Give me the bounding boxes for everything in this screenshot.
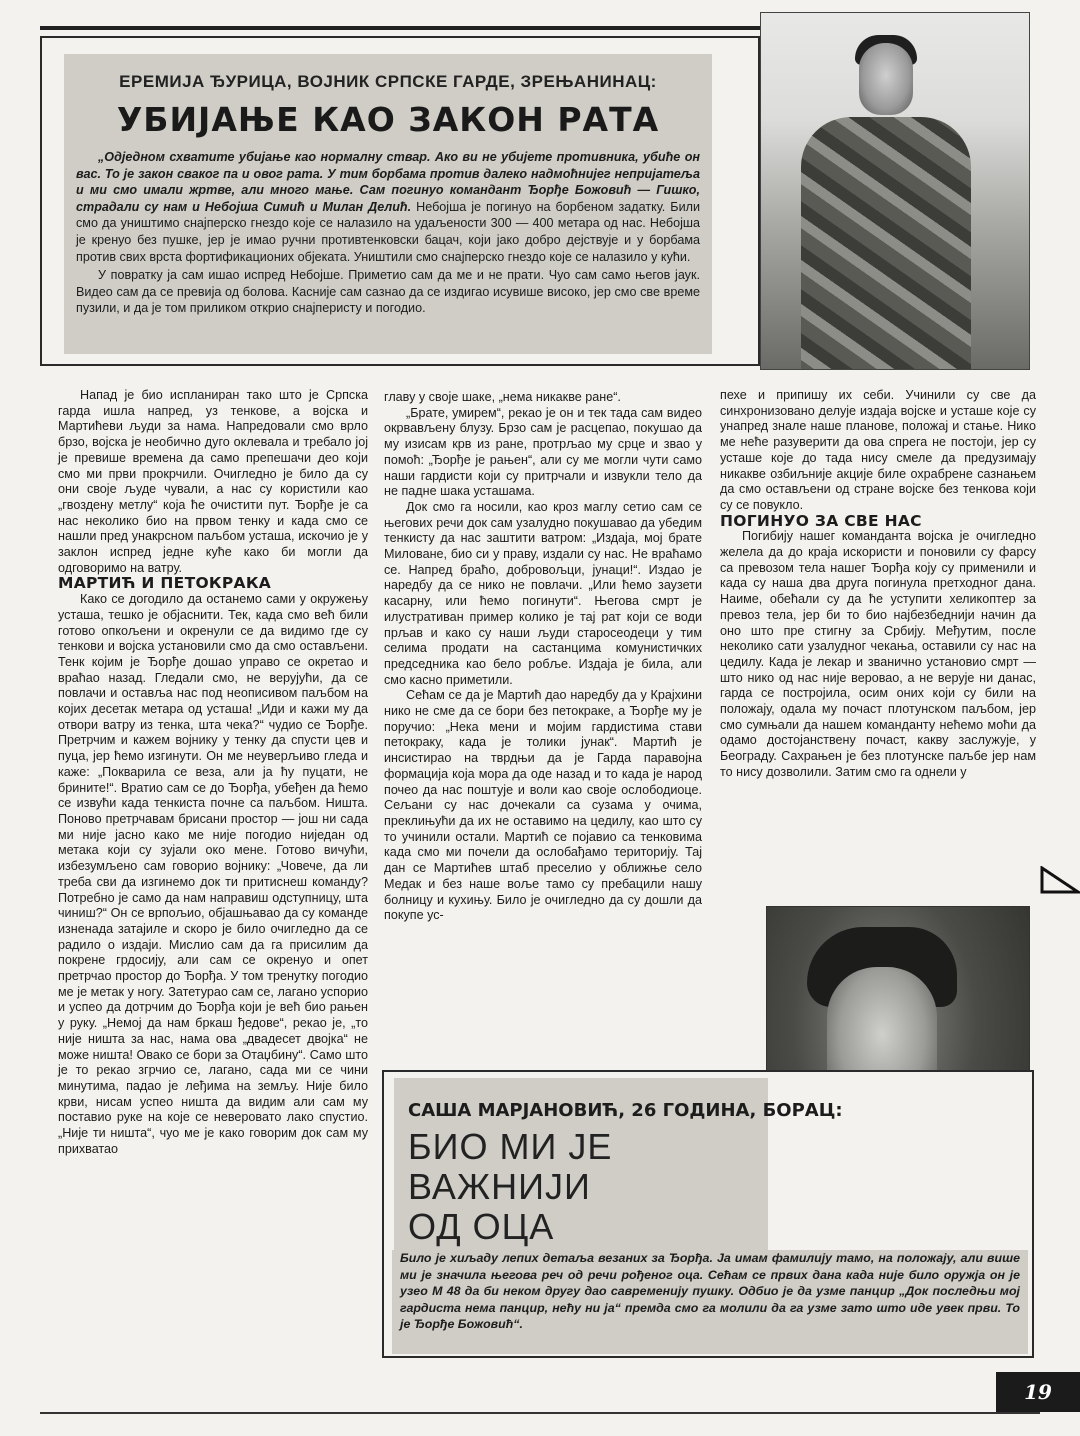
page-number: 19: [996, 1372, 1080, 1412]
article1-lead-2: У повратку ја сам ишао испред Небојше. Приметио сам да ме и не прати. Чуо сам само његов јаук. Видео сам да се превија од болова. Касније сам сазнао да се издигао исувише високо, јер смо све време пузили, и да је том приликом открио снајперисту и погодио.: [76, 268, 700, 316]
article1-headline: УБИЈАЊЕ КАО ЗАКОН РАТА: [116, 100, 660, 139]
column-2-paragraph: Док смо га носили, као кроз маглу сетио сам се његових речи док сам узалудно покушавао да убедим тенкисту да нас заштити ватром: „Издаја, мој брате Миловане, био си у праву, издали су нас. Не враћамо се. Напред браћо, добровољци, јунаци!“. Издао је наредбу да се нико не повлачи. „Или ћемо заузети касарну, или ћемо погинути“. Његова смрт је илустративан пример колико је тај рат који се води прљав и како су наши људи старосеодеци у тим селима продати на састанцима комунистичких председника као бело робље. Издаја је била, али смо касно приметили.: [384, 499, 702, 687]
article2-header: [394, 1078, 1024, 1257]
column-3-paragraph: Погибију нашег команданта војска је очигледно желела да до краја искористи и поновили су фарсу са превозом тела нашег Ђорђа коју су применили и када су наша два друга погинула претходног дана. Наиме, обећали су да ће уступити хеликоптер за превоз тела, јер би то био најбезбеднији начин да оно што пре стигну за Србију. Међутим, после неколико сати узалудног чекања, оставили су нас на цедилу. Када је лекар и званично установио смрт — што нико од нас није веровао, а не верује ни данас, гарда се постројила, осим оних који су били на положају, одала му почаст плотунском паљбом, јер смо сумњали да нашем команданту нећемо моћи да одамо достојанствену почаст, какву заслужује, у Београду. Сахрањен је без плотунске паљбе јер нам то нису дозволили. Затим смо га однели у: [720, 529, 1036, 779]
column-3-paragraph: пехе и припишу их себи. Учинили су све да синхронизовано делује издаја војске и усташе које су унапред знале наше планове, положај и стање. Нико ме неће разуверити да ова спрега не постоји, јер су усташе које до тада нису смеле да предузимају никакве озбиљније акције биле охрабрене сазнањем да смо остављени од стране војске без тенкова који су се повукло.: [720, 388, 1036, 512]
article2-headline-line1: БИО МИ ЈЕ: [408, 1126, 613, 1167]
column-2-paragraph: „Брате, умирем“, рекао је он и тек тада сам видео окрвављену блузу. Брзо сам је расцепао, покушао да му изисам крв из ране, протрљао му срце и звао у помоћ: „Ђорђе је рањен“, али су ме могли чути само наши гардисти који су притрчали и извукли тело да не падне шака усташама.: [384, 405, 702, 499]
continue-arrow-icon: [1040, 866, 1080, 896]
article1-kicker: ЕРЕМИЈА ЂУРИЦА, ВОЈНИК СРПСКЕ ГАРДЕ, ЗРЕЊАНИНАЦ:: [119, 72, 657, 91]
bottom-rule: [40, 1412, 1040, 1414]
column-2-paragraph: главу у своје шаке, „нема никакве ране“.: [384, 390, 621, 404]
article2-headline-line3: ОД ОЦА: [408, 1206, 555, 1247]
column-1-paragraph: Напад је био испланиран тако што је Српска гарда ишла напред, уз тенкове, а војска и Мартићеви људи за нама. Напредовали смо врло брзо, војска је необично дуго оклевала и требало јој је превише времена да само препешачи део који смо ми први прокрчили. Очигледно је било да су они своје људе чували, а нас су користили као „гвоздену метлу“ која ће очистити пут. Ђорђе је са нас неколико био на првом тенку и када смо се нашли пред унакрсном паљбом усташа, искочио је у заклон испред једне куће како би могли да одговоримо на ватру.: [58, 388, 368, 575]
column-1: [58, 388, 368, 1157]
article2-headline-line2: ВАЖНИЈИ: [408, 1166, 591, 1207]
column-1-subhead: МАРТИЋ И ПЕТОКРАКА: [58, 574, 272, 593]
photo-camo-body: [801, 117, 971, 370]
column-2-paragraph: Сећам се да је Мартић дао наредбу да у Крајхини нико не сме да се бори без петокраке, а Ђорђе му је поручио: „Нека мени и мојим гардистима стави петокраку, када је толики јунак“. Мартић је инсистирао на тврдњи да је Гарда паравојна формација која мора да оде назад и то када је народ почео да нас поштује и воли као своје ослободиоце. Сељани су нас дочекали са сузама у очима, преклињући да их не оставимо на цедилу, као што су то учинили остали. Мартић се појавио са тенковима када смо ми почели да ослобађамо територију. Тај дан се Мартићев штаб преселио у оближње село Медак и без наше воље тамо су пребацили нашу болницу и кухињу. Било је очигледно да су дошли да покупе ус-: [384, 688, 702, 923]
soldier-photo: [760, 12, 1030, 370]
column-2: [384, 390, 702, 924]
column-3: [720, 388, 1036, 781]
article1-lead-bold: „Одједном схватите убијање као нормалну ствар. Ако ви не убијете противника, убиће он вас. То је закон сваког па и овог рата. У тим борбама против далеко надмоћнијег непријатеља и ми смо имали жртве, али много мање. Сам погинуо командант Ђорђе Божовић — Гишко, страдали су нам и Небојша Симић и Милан Делић.: [76, 150, 700, 214]
article1-lead: [76, 149, 700, 265]
column-3-subhead: ПОГИНУО ЗА СВЕ НАС: [720, 511, 922, 530]
article2-lead: Било је хиљаду лепих детаља везаних за Ђорђа. Ја имам фамилију тамо, на положају, али више ми је значила његова реч од речи рођеног оца. Сећам се првих дана када није било оружја он је узео М 48 да би неком другу дао савременију пушку. Одбио је да узме панцир „Док последњи мој гардиста нема панцир, нећу ни ја“ премда смо га молили да га узме зато што иде увек први. То је Ђорђе Божовић“.: [392, 1250, 1028, 1354]
article1-lead-rest: Небојша је погинуо на борбеном задатку. Били смо да уништимо снајперско гнездо које се налазило на удаљености 300 — 400 метара од нас. Небојша је кренуо без пушке, јер је имао ручни противтенковски бацач, који јако добро дејствује и у борбама против свих врста фортификационих објеката. Уништили смо снајперско гнездо које се налазило у кући.: [76, 199, 700, 264]
article1-lead-box: [64, 54, 712, 354]
photo-head: [859, 43, 913, 115]
column-1-paragraph: Како се догодило да останемо сами у окружењу усташа, тешко је објаснити. Тек, када смо већ били готово опкољени и окренули се да видимо где су тенкови и војска установили смо да смо остављени. Тенк којим је Ђорђе дошао управо се окретао и враћао назад. Гледали смо, не верујући, да се повлачи и оставља нас под неописивом паљбом на којих десетак метара од усташа! „Иди и кажи му да отвори ватру из тенка, шта чека?“ чудио се Ђорђе. Претрчим и кажем војнику у тенку да спусти цев и пуца, јер ћемо изгинути. Он ме неуверљиво гледа и каже: „Покварила се веза, али ја ћу пуцати, не брините!“. Вратио сам се до Ђорђа, убеђен да ћемо се извући када тенкиста почне са паљбом. Ништа. Поново претрчавам брисани простор — још ни сада ми није јасно како ме није погодио ниједан од метака који су зујали око мене. Готово вичући, избезумљено сам говорио војнику: „Човече, да ли треба сви да изгинемо док ти притиснеш команду? Потребно је само да нам направиш одступницу, шта чиниш?“ Он се врпољио, објашњавао да су команде изненада затајиле и скоро је било очигледно да се радило о издаји. Мислио сам да га присилим да покрене грдосију, али сам се окренуо и опет претрчао простор до Ђорђа. У том тренутку погодио ме је метак у ногу. Затетурао сам се, лагано успорио и успео да дотрчим до Ђорђа који је већ био рањен у руку. „Немој да нам бркаш ђедове“, рекао је, „то није ништа за нас, нама ова „двадесет двојка“ не може ништа! Овако се бори за Отаџбину“. Само што је то рекао згрчио се, лагано, сада ми се чини минутима, падао је леђима на земљу. Није било крви, нисам успео ништа да видим али сам му поставио руке на које се неверовато лако спустио. „Није ти ништа“, чуо ме је како говорим док сам му прихватао: [58, 592, 368, 1156]
article2-kicker: САША МАРЈАНОВИЋ, 26 ГОДИНА, БОРАЦ:: [408, 1100, 843, 1121]
